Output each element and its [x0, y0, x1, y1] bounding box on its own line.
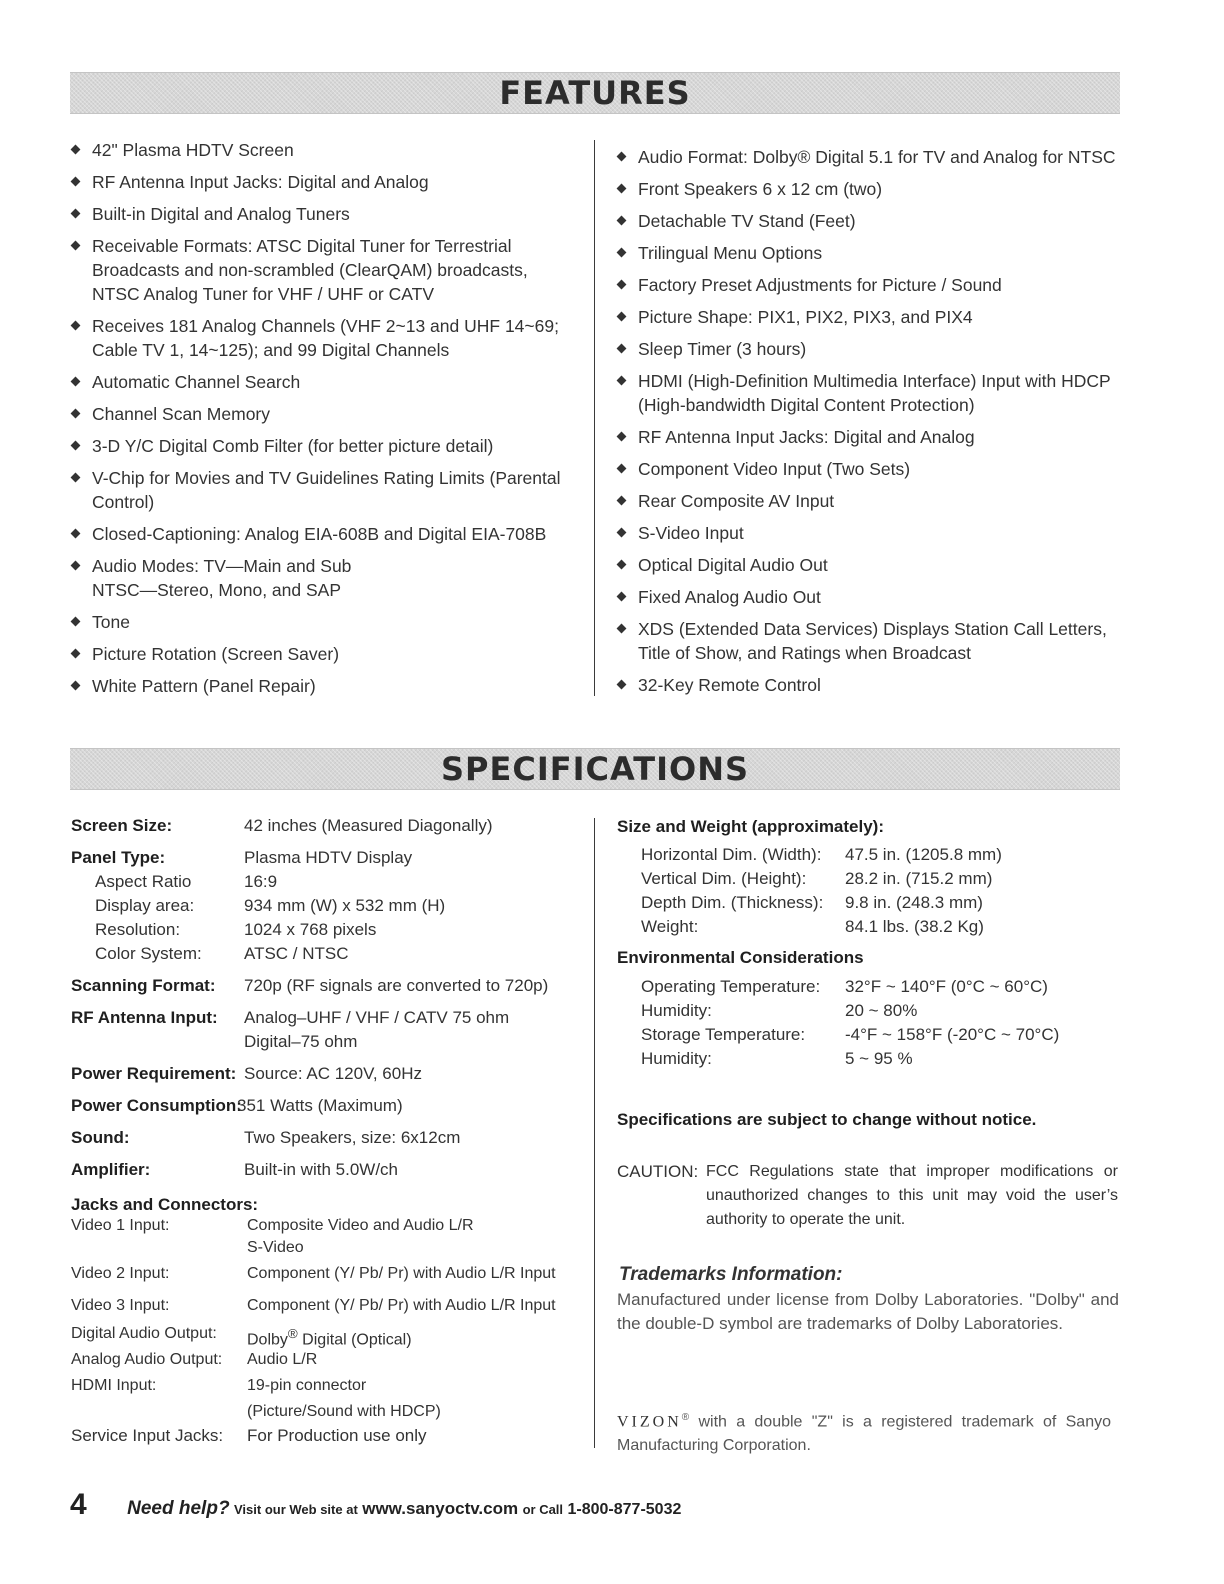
spec-sub-label: Color System:	[95, 944, 202, 963]
spec-label: Scanning Format:	[71, 976, 216, 995]
feature-item: Receives 181 Analog Channels (VHF 2~13 and UHF 14~69; Cable TV 1, 14~125); and 99 Digital Channels	[70, 314, 570, 362]
jack-label: Video 2 Input:	[71, 1265, 170, 1282]
feature-item: 42" Plasma HDTV Screen	[70, 138, 570, 162]
spec-value: 42 inches (Measured Diagonally)	[244, 816, 493, 835]
feature-item: Channel Scan Memory	[70, 402, 570, 426]
features-right-list	[616, 145, 1126, 705]
feature-item: Automatic Channel Search	[70, 370, 570, 394]
env-value: -4°F ~ 158°F (-20°C ~ 70°C)	[845, 1025, 1060, 1044]
jack-label: Video 3 Input:	[71, 1297, 170, 1314]
env-label: Humidity:	[641, 1049, 712, 1068]
features-column-divider	[594, 140, 595, 696]
feature-item: Fixed Analog Audio Out	[616, 585, 1126, 609]
website-link[interactable]: www.sanyoctv.com	[362, 1499, 519, 1518]
jack-value: Audio L/R	[247, 1351, 318, 1368]
feature-item: RF Antenna Input Jacks: Digital and Analog	[70, 170, 570, 194]
feature-item: RF Antenna Input Jacks: Digital and Analog	[616, 425, 1126, 449]
registered-mark: ®	[287, 1326, 298, 1341]
specifications-title: SPECIFICATIONS	[440, 750, 750, 788]
size-value: 84.1 lbs. (38.2 Kg)	[845, 917, 984, 936]
feature-item: Component Video Input (Two Sets)	[616, 457, 1126, 481]
feature-item: Rear Composite AV Input	[616, 489, 1126, 513]
feature-item: HDMI (High-Definition Multimedia Interface) Input with HDCP (High-bandwidth Digital Content Protection)	[616, 369, 1126, 417]
jack-label: Video 1 Input:	[71, 1217, 170, 1234]
specifications-banner	[70, 748, 1120, 790]
jack-value-text: Digital (Optical)	[297, 1331, 412, 1349]
jacks-heading: Jacks and Connectors:	[71, 1195, 259, 1214]
spec-value: Analog–UHF / VHF / CATV 75 ohm	[244, 1008, 510, 1027]
spec-sub-label: Aspect Ratio	[95, 872, 192, 891]
change-notice: Specifications are subject to change without notice.	[617, 1110, 1037, 1129]
size-label: Horizontal Dim. (Width):	[641, 845, 822, 864]
specs-column-divider	[594, 818, 595, 1448]
jack-value: 19-pin connector	[247, 1377, 367, 1394]
feature-item: Factory Preset Adjustments for Picture / Sound	[616, 273, 1126, 297]
feature-item: 3-D Y/C Digital Comb Filter (for better picture detail)	[70, 434, 570, 458]
feature-item: Receivable Formats: ATSC Digital Tuner for Terrestrial Broadcasts and non-scrambled (ClearQAM) broadcasts, NTSC Analog Tuner for VHF / UHF or CATV	[70, 234, 570, 306]
spec-sub-label: Display area:	[95, 896, 195, 915]
feature-item: XDS (Extended Data Services) Displays Station Call Letters, Title of Show, and Ratings when Broadcast	[616, 617, 1126, 665]
caution-text: FCC Regulations state that improper modifications or unauthorized changes to this unit may void the user’s authority to operate the unit.	[706, 1163, 1118, 1228]
jack-label: Analog Audio Output:	[71, 1351, 223, 1368]
trademarks-title: Trademarks Information:	[619, 1264, 843, 1285]
jack-label: Service Input Jacks:	[71, 1426, 224, 1445]
feature-item: Tone	[70, 610, 570, 634]
caution-label: CAUTION:	[617, 1162, 699, 1181]
spec-label: Power Consumption:	[71, 1096, 242, 1115]
jack-label: HDMI Input:	[71, 1377, 157, 1394]
jack-value-line2: S-Video	[247, 1239, 304, 1256]
spec-value: ATSC / NTSC	[244, 944, 349, 963]
jack-label: Digital Audio Output:	[71, 1325, 217, 1342]
jack-value: Component (Y/ Pb/ Pr) with Audio L/R Input	[247, 1297, 556, 1314]
need-help: Need help?	[127, 1498, 230, 1519]
spec-label: Amplifier:	[71, 1160, 151, 1179]
size-label: Vertical Dim. (Height):	[641, 869, 807, 888]
feature-item: Closed-Captioning: Analog EIA-608B and Digital EIA-708B	[70, 522, 570, 546]
env-value: 5 ~ 95 %	[845, 1049, 913, 1068]
jack-value-line2: (Picture/Sound with HDCP)	[247, 1403, 441, 1420]
env-label: Storage Temperature:	[641, 1025, 806, 1044]
jack-value: Component (Y/ Pb/ Pr) with Audio L/R Input	[247, 1265, 556, 1282]
feature-item: S-Video Input	[616, 521, 1126, 545]
spec-label: Power Requirement:	[71, 1064, 237, 1083]
feature-item: Front Speakers 6 x 12 cm (two)	[616, 177, 1126, 201]
size-label: Weight:	[641, 917, 699, 936]
env-label: Humidity:	[641, 1001, 712, 1020]
vizon-text: with a double "Z" is a registered trademark of Sanyo Manufacturing Corporation.	[617, 1413, 1112, 1455]
feature-item: V-Chip for Movies and TV Guidelines Rating Limits (Parental Control)	[70, 466, 570, 514]
feature-item: Picture Rotation (Screen Saver)	[70, 642, 570, 666]
size-value: 9.8 in. (248.3 mm)	[845, 893, 983, 912]
feature-item: Picture Shape: PIX1, PIX2, PIX3, and PIX4	[616, 305, 1126, 329]
size-weight-heading: Size and Weight (approximately):	[617, 817, 885, 836]
page-footer	[70, 1488, 681, 1522]
spec-value: Two Speakers, size: 6x12cm	[244, 1128, 461, 1147]
phone-number: 1-800-877-5032	[567, 1501, 682, 1518]
features-left-list	[70, 138, 570, 706]
feature-item: 32-Key Remote Control	[616, 673, 1126, 697]
visit-text: Visit our Web site at	[234, 1502, 358, 1517]
spec-value: 1024 x 768 pixels	[244, 920, 377, 939]
jack-value: For Production use only	[247, 1426, 427, 1445]
spec-label: RF Antenna Input:	[71, 1008, 218, 1027]
jack-value: Composite Video and Audio L/R	[247, 1217, 474, 1234]
spec-value: 351 Watts (Maximum)	[237, 1096, 403, 1115]
spec-value: Source: AC 120V, 60Hz	[244, 1064, 422, 1083]
registered-mark: ®	[681, 1412, 690, 1423]
feature-item: Trilingual Menu Options	[616, 241, 1126, 265]
spec-value: 720p (RF signals are converted to 720p)	[244, 976, 549, 995]
features-banner	[70, 72, 1120, 114]
feature-item: Audio Format: Dolby® Digital 5.1 for TV and Analog for NTSC	[616, 145, 1126, 169]
size-label: Depth Dim. (Thickness):	[641, 893, 824, 912]
env-label: Operating Temperature:	[641, 977, 821, 996]
size-value: 47.5 in. (1205.8 mm)	[845, 845, 1002, 864]
spec-label: Sound:	[71, 1128, 130, 1147]
spec-label: Panel Type:	[71, 848, 166, 867]
env-value: 20 ~ 80%	[845, 1001, 918, 1020]
features-title: FEATURES	[499, 74, 691, 112]
feature-item: Optical Digital Audio Out	[616, 553, 1126, 577]
spec-value: Built-in with 5.0W/ch	[244, 1160, 398, 1179]
spec-value-line2: Digital–75 ohm	[244, 1032, 358, 1051]
feature-item: Sleep Timer (3 hours)	[616, 337, 1126, 361]
feature-item: Audio Modes: TV—Main and Sub NTSC—Stereo, Mono, and SAP	[70, 554, 570, 602]
page-number: 4	[70, 1488, 87, 1521]
feature-item: Built-in Digital and Analog Tuners	[70, 202, 570, 226]
vizon-logo: VIZON	[617, 1413, 682, 1431]
spec-value: Plasma HDTV Display	[244, 848, 413, 867]
vizon-trademark	[617, 1406, 1111, 1458]
spec-value: 934 mm (W) x 532 mm (H)	[244, 896, 446, 915]
environment-heading: Environmental Considerations	[617, 948, 864, 967]
jack-value-text: Dolby	[247, 1331, 288, 1349]
or-call-text: or Call	[522, 1502, 564, 1517]
feature-item: Detachable TV Stand (Feet)	[616, 209, 1126, 233]
spec-label: Screen Size:	[71, 816, 173, 835]
spec-value: 16:9	[244, 872, 278, 891]
size-value: 28.2 in. (715.2 mm)	[845, 869, 993, 888]
spec-sub-label: Resolution:	[95, 920, 181, 939]
feature-item: White Pattern (Panel Repair)	[70, 674, 570, 698]
env-value: 32°F ~ 140°F (0°C ~ 60°C)	[845, 977, 1048, 996]
trademarks-text: Manufactured under license from Dolby Laboratories. "Dolby" and the double-D symbol are trademarks of Dolby Laboratories.	[617, 1290, 1119, 1333]
